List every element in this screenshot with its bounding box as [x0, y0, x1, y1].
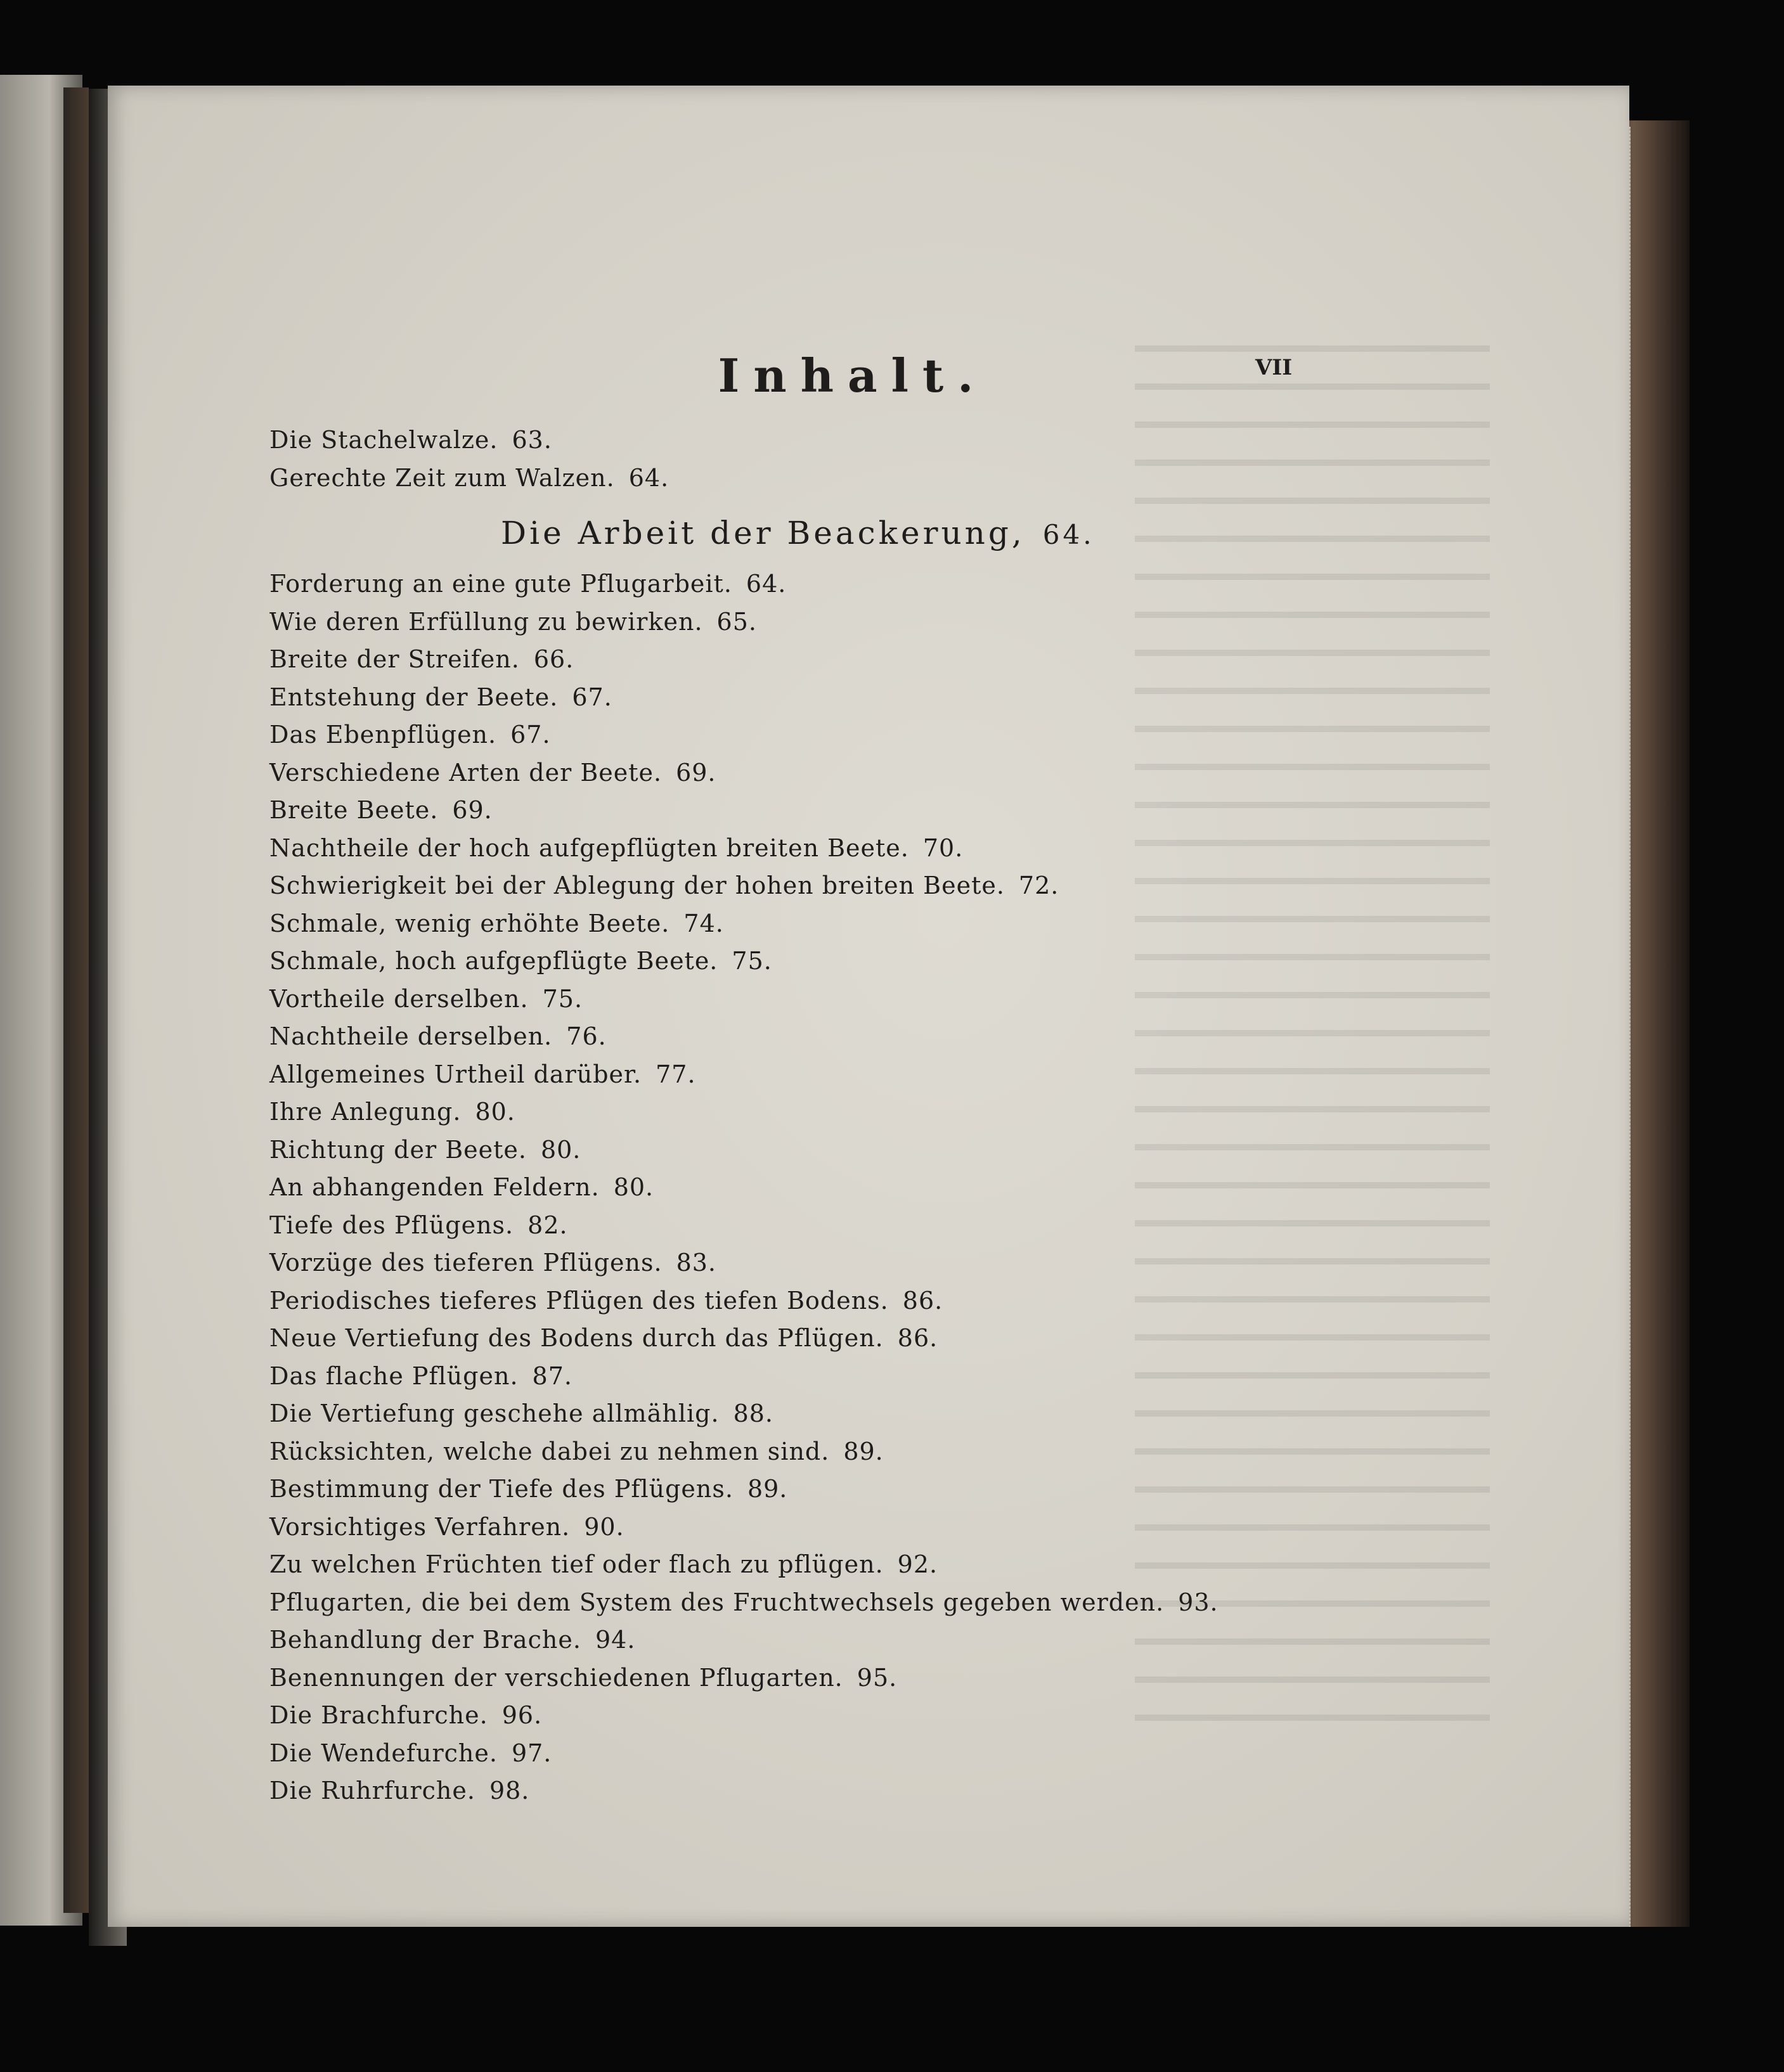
toc-entry: [269, 603, 1411, 641]
entry-text: Tiefe des Pflügens.: [269, 1211, 514, 1239]
toc-entry: [269, 1546, 1411, 1584]
entry-page: 69.: [452, 796, 493, 824]
entry-page: 95.: [856, 1663, 898, 1692]
entry-page: 86.: [902, 1286, 943, 1315]
entry-page: 75.: [542, 984, 583, 1013]
entry-text: An abhangenden Feldern.: [269, 1173, 600, 1201]
entry-text: Schwierigkeit bei der Ablegung der hohen breiten Beete.: [269, 872, 1005, 899]
entry-page: 64.: [628, 463, 669, 492]
toc-entry: [269, 460, 1284, 498]
entry-page: 89.: [843, 1437, 884, 1465]
toc-entry: [269, 830, 1411, 868]
toc-entry: [269, 1358, 1411, 1396]
entry-page: 93.: [1178, 1588, 1218, 1616]
toc-entry: [269, 1509, 1411, 1547]
toc-entry: [269, 1735, 1411, 1773]
entry-text: Forderung an eine gute Pflugarbeit.: [269, 570, 732, 598]
toc-entry: [269, 716, 1411, 754]
entry-text: Benennungen der verschiedenen Pflugarten.: [269, 1663, 843, 1692]
entry-text: Wie deren Erfüllung zu bewirken.: [269, 607, 703, 636]
entry-page: 80.: [475, 1098, 515, 1126]
toc-entry: [269, 1433, 1411, 1471]
entry-text: Zu welchen Früchten tief oder flach zu pflügen.: [269, 1550, 884, 1578]
toc-entry: [269, 905, 1411, 943]
entry-text: Das Ebenpflügen.: [269, 721, 497, 749]
entry-page: 88.: [733, 1400, 773, 1427]
toc-entry: [269, 981, 1411, 1019]
entry-text: Breite Beete.: [269, 796, 439, 824]
entry-text: Allgemeines Urtheil darüber.: [269, 1060, 642, 1088]
entry-text: Die Stachelwalze.: [269, 426, 498, 454]
entry-page: 80.: [613, 1173, 654, 1201]
entry-page: 63.: [512, 426, 552, 454]
toc-entry: [269, 1659, 1411, 1697]
entry-page: 67.: [572, 683, 612, 711]
entry-text: Vorsichtiges Verfahren.: [269, 1512, 571, 1541]
entry-page: 86.: [897, 1324, 938, 1352]
entry-text: Verschiedene Arten der Beete.: [269, 758, 663, 787]
entry-page: 87.: [532, 1361, 572, 1390]
toc-list: [269, 565, 1411, 1810]
entry-page: 76.: [566, 1022, 607, 1050]
page-folio: VII: [1255, 355, 1293, 380]
entry-page: 72.: [1018, 872, 1059, 899]
entry-page: 69.: [676, 758, 716, 787]
toc-entry: [269, 943, 1411, 981]
toc-entry: [269, 1320, 1411, 1358]
entry-page: 82.: [527, 1211, 568, 1239]
toc-entry: [269, 641, 1411, 679]
entry-text: Neue Vertiefung des Bodens durch das Pflügen.: [269, 1324, 884, 1352]
entry-page: 66.: [533, 645, 574, 673]
entry-text: Breite der Streifen.: [269, 645, 520, 673]
entry-page: 67.: [510, 721, 551, 749]
section-heading-page: 64.: [1042, 519, 1095, 550]
entry-page: 94.: [595, 1626, 636, 1654]
entry-text: Pflugarten, die bei dem System des Fruchtwechsels gegeben werden.: [269, 1588, 1165, 1616]
entry-text: Periodisches tieferes Pflügen des tiefen Bodens.: [269, 1286, 889, 1315]
entry-text: Bestimmung der Tiefe des Pflügens.: [269, 1475, 734, 1503]
toc-entry: [269, 1470, 1411, 1509]
entry-page: 90.: [584, 1512, 624, 1541]
toc-entry: [269, 1282, 1411, 1320]
entry-text: Richtung der Beete.: [269, 1135, 527, 1164]
section-heading: [501, 515, 1262, 551]
entry-text: Nachtheile der hoch aufgepflügten breiten Beete.: [269, 833, 909, 862]
toc-entry: [269, 1169, 1411, 1207]
entry-page: 96.: [501, 1701, 543, 1729]
toc-entry: [269, 565, 1411, 603]
entry-page: 64.: [746, 570, 787, 598]
page-title: Inhalt.: [718, 349, 988, 402]
toc-entry: [269, 1131, 1411, 1169]
toc-entry: [269, 1207, 1411, 1245]
entry-page: 80.: [540, 1135, 581, 1164]
toc-entry: [269, 754, 1411, 792]
toc-entry: [269, 421, 1284, 460]
entry-page: 74.: [683, 909, 724, 937]
toc-entry: [269, 1056, 1411, 1094]
entry-page: 98.: [489, 1777, 530, 1805]
entry-text: Ihre Anlegung.: [269, 1098, 462, 1126]
entry-page: 92.: [897, 1550, 938, 1578]
entry-page: 75.: [732, 947, 772, 975]
toc-entry: [269, 679, 1411, 717]
toc-entry: [269, 1093, 1411, 1131]
entry-page: 97.: [511, 1739, 552, 1767]
entry-text: Vorzüge des tieferen Pflügens.: [269, 1249, 663, 1277]
entry-text: Gerechte Zeit zum Walzen.: [269, 463, 615, 492]
entry-text: Entstehung der Beete.: [269, 683, 559, 711]
entry-text: Die Brachfurche.: [269, 1701, 488, 1729]
entry-text: Die Ruhrfurche.: [269, 1777, 475, 1805]
entry-text: Das flache Pflügen.: [269, 1361, 519, 1390]
toc-entry: [269, 1697, 1411, 1735]
entry-page: 77.: [656, 1060, 696, 1088]
entry-text: Vortheile derselben.: [269, 984, 529, 1013]
entry-text: Die Wendefurche.: [269, 1739, 498, 1767]
toc-entry: [269, 1772, 1411, 1810]
section-heading-text: Die Arbeit der Beackerung,: [501, 515, 1025, 551]
entry-text: Rücksichten, welche dabei zu nehmen sind.: [269, 1437, 830, 1465]
book-page: [108, 86, 1629, 1927]
entry-text: Behandlung der Brache.: [269, 1626, 581, 1654]
entry-page: 89.: [747, 1475, 788, 1503]
entry-text: Die Vertiefung geschehe allmählig.: [269, 1400, 720, 1427]
entries-before-section: [269, 421, 1284, 497]
entry-page: 65.: [716, 607, 757, 636]
toc-entry: [269, 1395, 1411, 1433]
toc-entry: [269, 867, 1411, 905]
entry-text: Nachtheile derselben.: [269, 1022, 553, 1050]
toc-entry: [269, 1244, 1411, 1282]
toc-entry: [269, 1018, 1411, 1056]
entry-text: Schmale, hoch aufgepflügte Beete.: [269, 947, 718, 975]
entry-page: 70.: [922, 833, 964, 862]
toc-entry: [269, 1621, 1411, 1659]
entry-page: 83.: [676, 1249, 717, 1277]
left-cover-edge: [63, 87, 89, 1913]
toc-entry: [269, 792, 1411, 830]
toc-entry: [269, 1584, 1411, 1622]
entry-text: Schmale, wenig erhöhte Beete.: [269, 909, 670, 937]
